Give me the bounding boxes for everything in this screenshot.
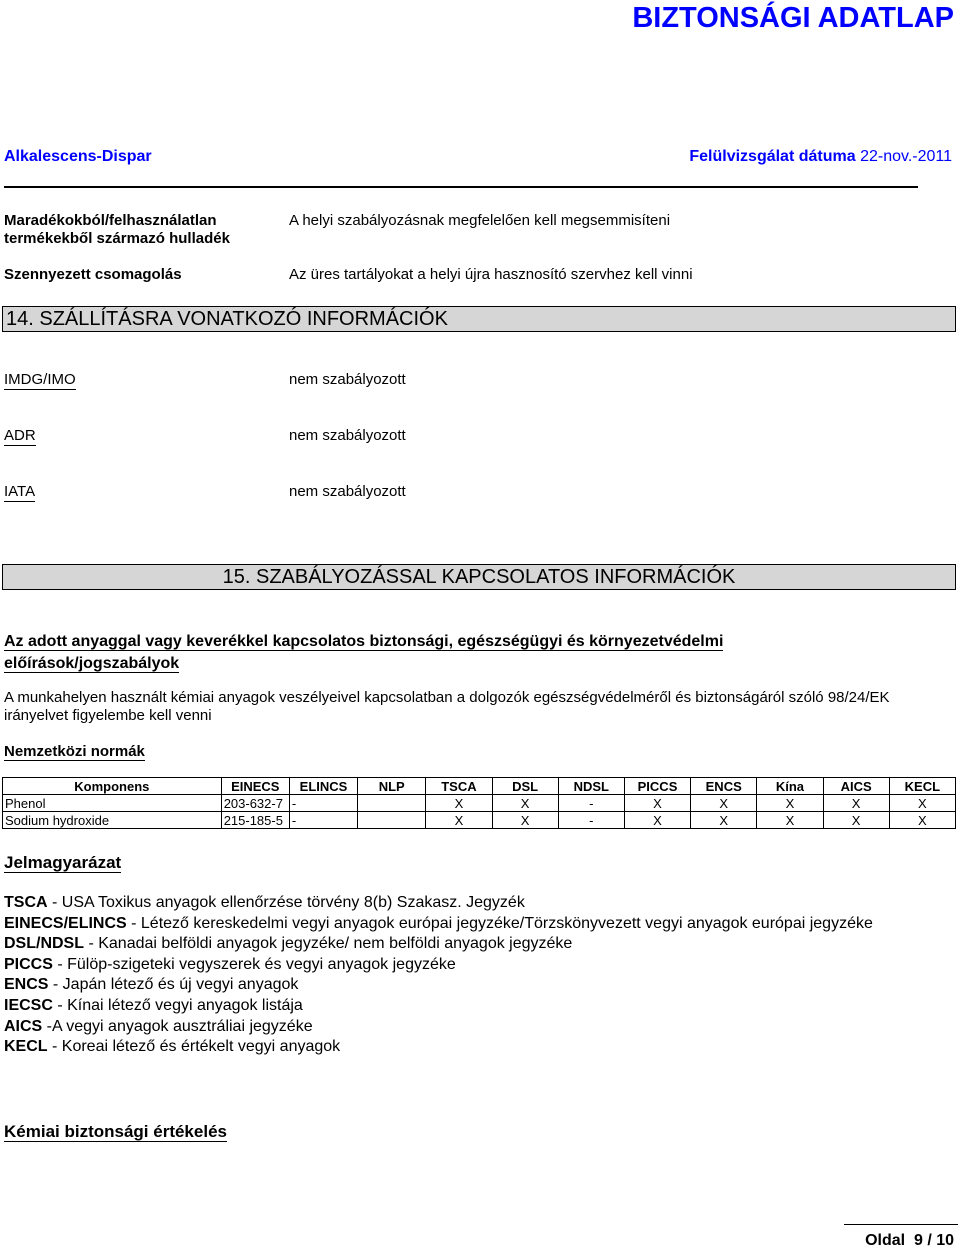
cell-encs: X xyxy=(691,812,757,829)
cell-aics: X xyxy=(823,795,889,812)
col-header-component: Komponens xyxy=(3,778,222,795)
cell-kecl: X xyxy=(889,795,955,812)
col-header-ndsl: NDSL xyxy=(558,778,624,795)
transport-label-adr: ADR xyxy=(4,427,36,444)
legend-term: KECL xyxy=(4,1038,48,1056)
legend-desc: - Fülöp-szigeteki vegyszerek és vegyi anyagok jegyzéke xyxy=(52,955,456,973)
cell-china: X xyxy=(757,795,823,812)
legend-desc: - USA Toxikus anyagok ellenőrzése törvény 8(b) Szakasz. Jegyzék xyxy=(47,894,525,911)
legend-item xyxy=(4,893,954,914)
section-15-header xyxy=(2,564,956,590)
table-row xyxy=(3,795,956,812)
waste-residue-value: A helyi szabályozásnak megfelelően kell megsemmisíteni xyxy=(289,212,671,229)
cell-piccs: X xyxy=(624,812,690,829)
cell-einecs: 203-632-7 xyxy=(221,795,289,812)
regulation-heading-text: Az adott anyaggal vagy keverékkel kapcsolatos biztonsági, egészségügyi és környezetvédelmi előírások/jogszabályok xyxy=(4,633,724,672)
international-norms-heading xyxy=(4,743,145,760)
page-label: Oldal xyxy=(865,1232,906,1249)
col-header-nlp: NLP xyxy=(358,778,426,795)
page-number: 9 / 10 xyxy=(913,1232,954,1249)
legend-desc: - Kínai létező vegyi anyagok listája xyxy=(52,996,303,1014)
regulation-heading xyxy=(4,631,814,675)
col-header-encs: ENCS xyxy=(691,778,757,795)
legend-desc: - Japán létező és új vegyi anyagok xyxy=(48,976,299,994)
inventory-table-header xyxy=(3,778,956,795)
cell-ndsl: - xyxy=(558,812,624,829)
section-14-title: 14. SZÁLLÍTÁSRA VONATKOZÓ INFORMÁCIÓK xyxy=(6,308,448,330)
col-header-elincs: ELINCS xyxy=(289,778,357,795)
col-header-einecs: EINECS xyxy=(221,778,289,795)
cell-nlp xyxy=(358,812,426,829)
legend-desc: -A vegyi anyagok ausztráliai jegyzéke xyxy=(42,1017,313,1035)
cell-elincs: - xyxy=(289,795,357,812)
legend-term: PICCS xyxy=(4,955,53,973)
revision-date: 22-nov.-2011 xyxy=(860,148,952,165)
legend-list xyxy=(4,893,954,1058)
col-header-aics: AICS xyxy=(823,778,889,795)
transport-label-iata: IATA xyxy=(4,483,36,500)
transport-value-imdg: nem szabályozott xyxy=(289,371,406,388)
legend-item xyxy=(4,934,954,955)
section-14-header xyxy=(2,306,956,332)
revision-date-block xyxy=(689,148,952,166)
table-row xyxy=(3,812,956,829)
header-divider xyxy=(4,186,918,188)
footer-divider xyxy=(844,1224,958,1225)
international-norms-heading-text: Nemzetközi normák xyxy=(4,743,145,760)
cell-china: X xyxy=(757,812,823,829)
legend-term: DSL/NDSL xyxy=(4,935,84,953)
cell-encs: X xyxy=(691,795,757,812)
document-title: BIZTONSÁGI ADATLAP xyxy=(632,2,954,34)
cell-kecl: X xyxy=(889,812,955,829)
legend-item xyxy=(4,1037,954,1058)
product-name: Alkalescens-Dispar xyxy=(4,148,152,165)
waste-residue-label: Maradékokból/felhasználatlan termékekből származó hulladék xyxy=(4,212,230,247)
legend-desc: - Létező kereskedelmi vegyi anyagok európai jegyzéke/Törzskönyvezett vegyi anyagok európai jegyzéke xyxy=(126,914,873,932)
col-header-kecl: KECL xyxy=(889,778,955,795)
col-header-dsl: DSL xyxy=(492,778,558,795)
regulation-text: A munkahelyen használt kémiai anyagok veszélyeivel kapcsolatban a dolgozók egészségvédelméről és biztonságáról szóló 98/24/EK irányelvet figyelembe kell venni xyxy=(4,689,890,724)
cell-piccs: X xyxy=(624,795,690,812)
transport-value-adr: nem szabályozott xyxy=(289,427,406,444)
col-header-china: Kína xyxy=(757,778,823,795)
chemical-safety-heading-text: Kémiai biztonsági értékelés xyxy=(4,1122,227,1141)
legend-term: AICS xyxy=(4,1017,43,1035)
cell-elincs: - xyxy=(289,812,357,829)
cell-component: Phenol xyxy=(3,795,222,812)
cell-ndsl: - xyxy=(558,795,624,812)
col-header-piccs: PICCS xyxy=(624,778,690,795)
cell-dsl: X xyxy=(492,812,558,829)
transport-label-imdg: IMDG/IMO xyxy=(4,371,76,388)
legend-item xyxy=(4,996,954,1017)
packaging-value: Az üres tartályokat a helyi újra hasznosító szervhez kell vinni xyxy=(289,266,693,283)
chemical-safety-heading xyxy=(4,1122,227,1142)
section-15-title: 15. SZABÁLYOZÁSSAL KAPCSOLATOS INFORMÁCIÓK xyxy=(222,566,736,588)
legend-desc: - Kanadai belföldi anyagok jegyzéke/ nem belföldi anyagok jegyzéke xyxy=(84,935,573,953)
inventory-table xyxy=(2,777,956,829)
cell-component: Sodium hydroxide xyxy=(3,812,222,829)
legend-heading-text: Jelmagyarázat xyxy=(4,853,122,872)
legend-item xyxy=(4,975,954,996)
page-indicator xyxy=(865,1232,954,1250)
legend-item xyxy=(4,955,954,976)
transport-value-iata: nem szabályozott xyxy=(289,483,406,500)
cell-nlp xyxy=(358,795,426,812)
legend-term: ENCS xyxy=(4,976,49,994)
cell-dsl: X xyxy=(492,795,558,812)
legend-term: IECSC xyxy=(4,996,53,1014)
legend-desc: - Koreai létező és értékelt vegyi anyagok xyxy=(47,1038,341,1056)
revision-date-label: Felülvizsgálat dátuma xyxy=(689,148,856,165)
cell-einecs: 215-185-5 xyxy=(221,812,289,829)
cell-aics: X xyxy=(823,812,889,829)
col-header-tsca: TSCA xyxy=(426,778,492,795)
legend-item xyxy=(4,914,954,935)
legend-item xyxy=(4,1017,954,1038)
cell-tsca: X xyxy=(426,795,492,812)
legend-term: TSCA xyxy=(4,894,48,911)
packaging-label: Szennyezett csomagolás xyxy=(4,266,182,283)
legend-term: EINECS/ELINCS xyxy=(4,914,127,932)
legend-heading xyxy=(4,853,121,873)
cell-tsca: X xyxy=(426,812,492,829)
